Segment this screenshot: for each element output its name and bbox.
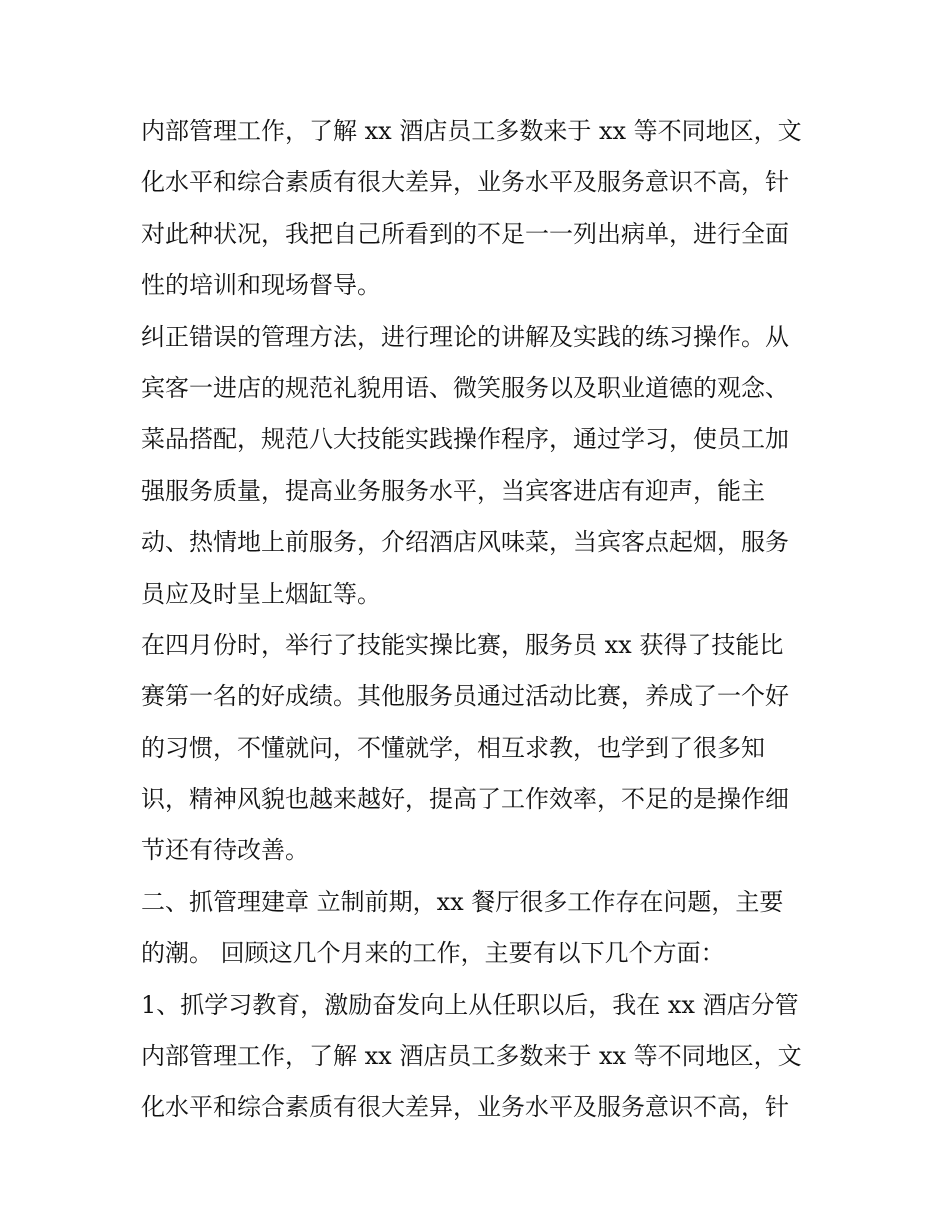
text-line: 强服务质量，提高业务服务水平，当宾客进店有迎声，能主 <box>141 476 765 505</box>
text-line: 二、抓管理建章 立制前期，xx 餐厅很多工作存在问题，主要 <box>141 887 784 916</box>
text-line: 内部管理工作，了解 xx 酒店员工多数来于 xx 等不同地区，文 <box>141 1042 802 1071</box>
text-line: 纠正错误的管理方法，进行理论的讲解及实践的练习操作。从 <box>141 322 789 351</box>
text-line: 在四月份时，举行了技能实操比赛，服务员 xx 获得了技能比 <box>141 630 784 659</box>
text-line: 对此种状况，我把自己所看到的不足一一列出病单，进行全面 <box>141 219 789 248</box>
text-line: 宾客一进店的规范礼貌用语、微笑服务以及职业道德的观念、 <box>141 373 789 402</box>
text-line: 性的培训和现场督导。 <box>141 271 381 300</box>
text-line: 员应及时呈上烟缸等。 <box>141 579 381 608</box>
text-line: 的潮。 回顾这几个月来的工作，主要有以下几个方面： <box>141 939 725 968</box>
document-body <box>141 106 821 1134</box>
text-line: 识，精神风貌也越来越好，提高了工作效率，不足的是操作细 <box>141 785 789 814</box>
text-line: 内部管理工作，了解 xx 酒店员工多数来于 xx 等不同地区，文 <box>141 117 802 145</box>
text-line: 化水平和综合素质有很大差异，业务水平及服务意识不高，针 <box>141 1093 789 1122</box>
text-line: 节还有待改善。 <box>141 836 309 865</box>
text-line: 化水平和综合素质有很大差异，业务水平及服务意识不高，针 <box>141 168 789 197</box>
text-line: 赛第一名的好成绩。其他服务员通过活动比赛，养成了一个好 <box>141 682 789 711</box>
text-line: 菜品搭配，规范八大技能实践操作程序，通过学习，使员工加 <box>141 425 789 454</box>
text-line: 动、热情地上前服务，介绍酒店风味菜，当宾客点起烟，服务 <box>141 528 789 557</box>
text-line: 1、抓学习教育，激励奋发向上从任职以后，我在 xx 酒店分管 <box>141 990 799 1019</box>
text-line: 的习惯，不懂就问，不懂就学，相互求教，也学到了很多知 <box>141 733 765 762</box>
